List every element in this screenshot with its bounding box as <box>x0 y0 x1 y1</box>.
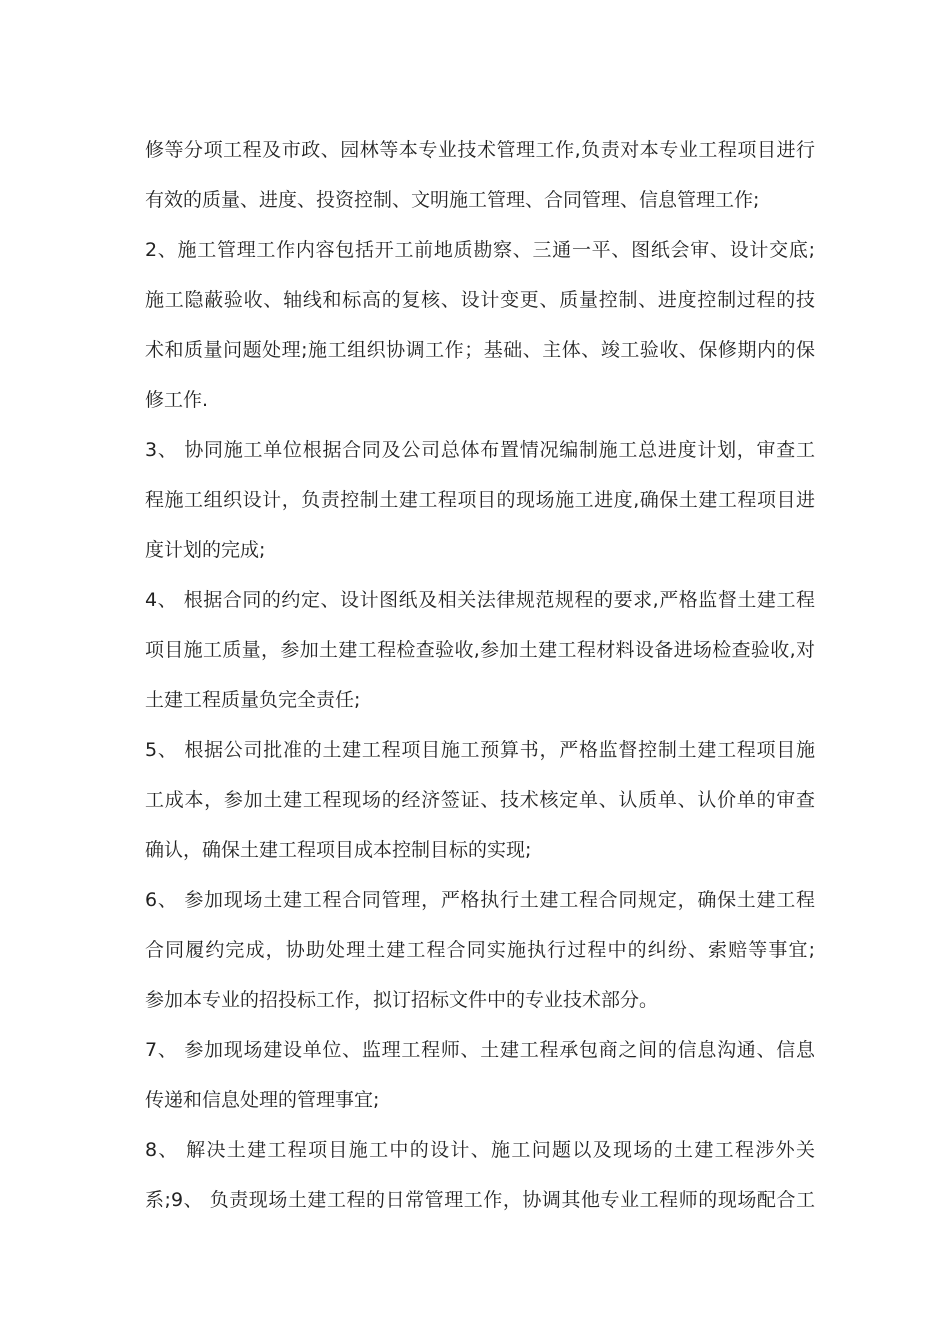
text-line: 确认，确保土建工程项目成本控制目标的实现; <box>145 839 532 861</box>
text-line: 7、 参加现场建设单位、监理工程师、土建工程承包商之间的信息沟通、信息 <box>145 1039 815 1061</box>
text-line: 2、施工管理工作内容包括开工前地质勘察、三通一平、图纸会审、设计交底; <box>145 239 815 261</box>
text-line: 修工作. <box>145 389 209 411</box>
text-line: 合同履约完成，协助处理土建工程合同实施执行过程中的纠纷、索赔等事宜; <box>145 939 815 961</box>
text-line: 项目施工质量，参加土建工程检查验收,参加土建工程材料设备进场检查验收,对 <box>145 639 815 661</box>
body-text <box>145 125 815 1225</box>
text-line: 施工隐蔽验收、轴线和标高的复核、设计变更、质量控制、进度控制过程的技 <box>145 289 815 311</box>
text-line: 5、 根据公司批准的土建工程项目施工预算书，严格监督控制土建工程项目施 <box>145 739 815 761</box>
text-line: 3、 协同施工单位根据合同及公司总体布置情况编制施工总进度计划，审查工 <box>145 439 815 461</box>
text-line: 4、 根据合同的约定、设计图纸及相关法律规范规程的要求,严格监督土建工程 <box>145 589 815 611</box>
text-line: 术和质量问题处理;施工组织协调工作；基础、主体、竣工验收、保修期内的保 <box>145 339 815 361</box>
text-line: 传递和信息处理的管理事宜; <box>145 1089 380 1111</box>
text-line: 工成本，参加土建工程现场的经济签证、技术核定单、认质单、认价单的审查 <box>145 789 815 811</box>
text-line: 修等分项工程及市政、园林等本专业技术管理工作,负责对本专业工程项目进行 <box>145 139 815 161</box>
text-line: 参加本专业的招投标工作，拟订招标文件中的专业技术部分。 <box>145 989 659 1011</box>
text-line: 程施工组织设计，负责控制土建工程项目的现场施工进度,确保土建工程项目进 <box>145 489 815 511</box>
text-line: 8、 解决土建工程项目施工中的设计、施工问题以及现场的土建工程涉外关 <box>145 1139 815 1161</box>
text-line: 系;9、 负责现场土建工程的日常管理工作，协调其他专业工程师的现场配合工 <box>145 1189 815 1211</box>
text-line: 度计划的完成; <box>145 539 266 561</box>
text-line: 土建工程质量负完全责任; <box>145 689 361 711</box>
text-line: 有效的质量、进度、投资控制、文明施工管理、合同管理、信息管理工作; <box>145 189 760 211</box>
text-line: 6、 参加现场土建工程合同管理，严格执行土建工程合同规定，确保土建工程 <box>145 889 815 911</box>
